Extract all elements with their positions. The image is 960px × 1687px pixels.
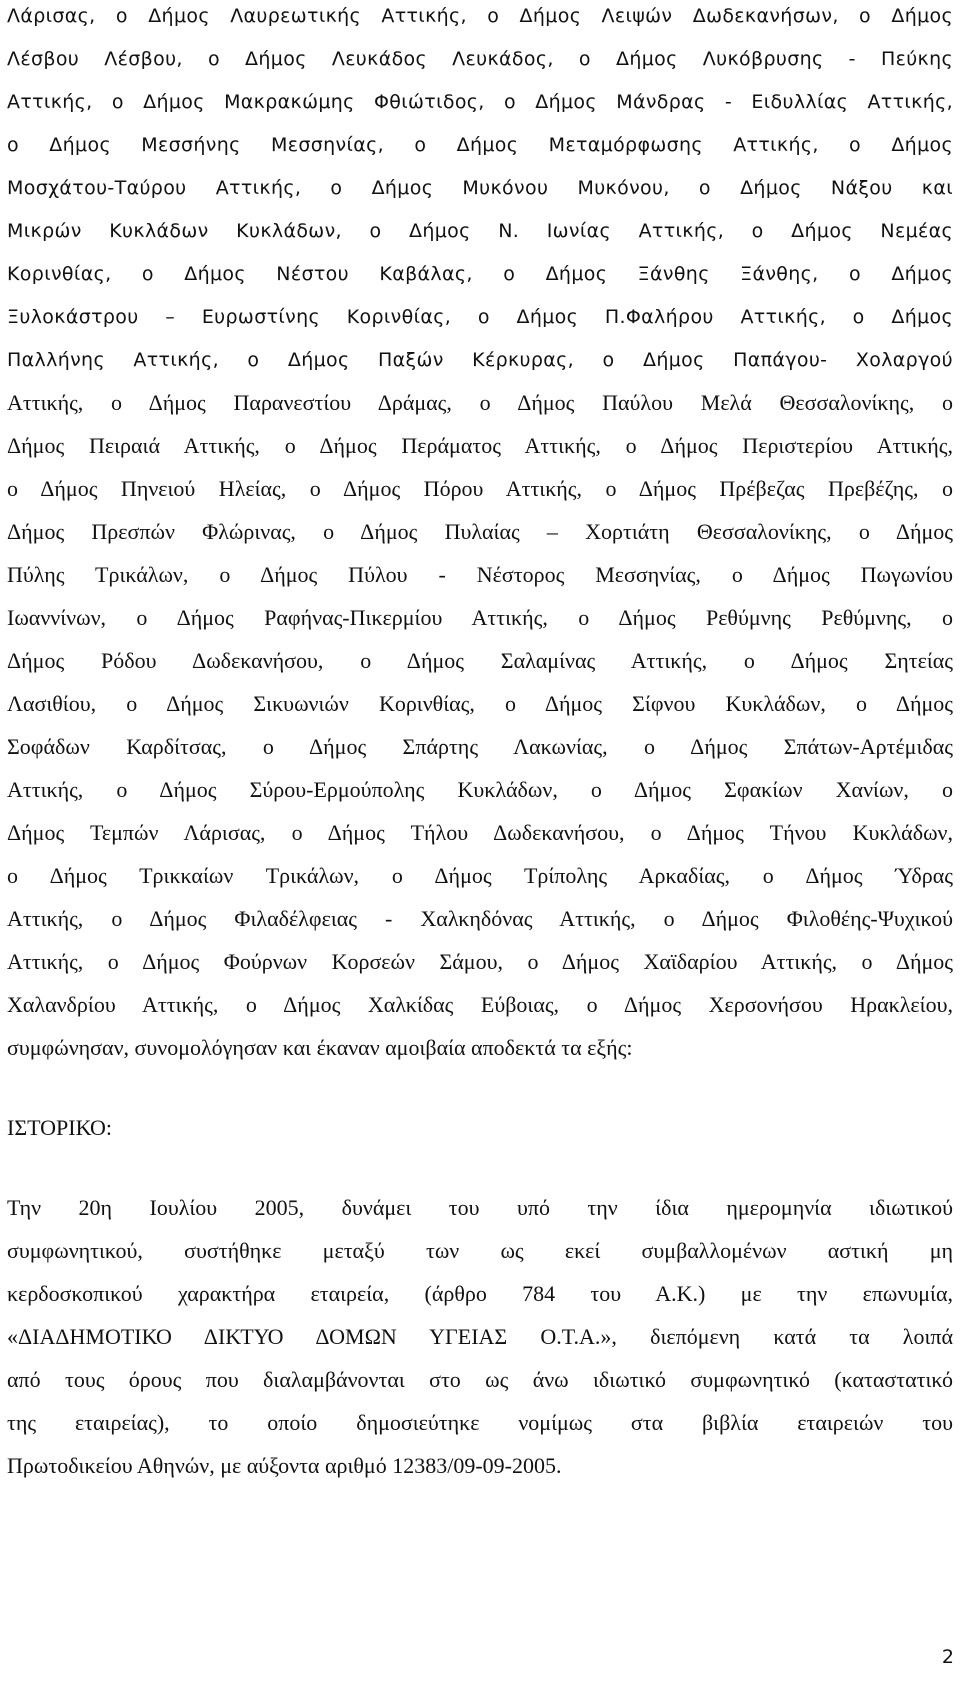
paragraph-line: Αττικής, ο Δήμος Μακρακώμης Φθιώτιδος, ο Δήμος Μάνδρας - Ειδυλλίας Αττικής, bbox=[7, 91, 953, 113]
paragraph-line: Σοφάδων Καρδίτσας, ο Δήμος Σπάρτης Λακωνίας, ο Δήμος Σπάτων-Αρτέμιδας bbox=[7, 734, 953, 759]
paragraph-line: Δήμος Ρόδου Δωδεκανήσου, ο Δήμος Σαλαμίνας Αττικής, ο Δήμος Σητείας bbox=[7, 648, 953, 673]
paragraph-line: Πύλης Τρικάλων, ο Δήμος Πύλου - Νέστορος Μεσσηνίας, ο Δήμος Πωγωνίου bbox=[7, 562, 953, 587]
section-heading: ΙΣΤΟΡΙΚΟ: bbox=[7, 1115, 112, 1140]
paragraph-line: Ιωαννίνων, ο Δήμος Ραφήνας-Πικερμίου Αττικής, ο Δήμος Ρεθύμνης Ρεθύμνης, ο bbox=[7, 605, 953, 630]
paragraph-line: Δήμος Πειραιά Αττικής, ο Δήμος Περάματος Αττικής, ο Δήμος Περιστερίου Αττικής, bbox=[7, 433, 953, 458]
paragraph-line: Αττικής, ο Δήμος Παρανεστίου Δράμας, ο Δήμος Παύλου Μελά Θεσσαλονίκης, ο bbox=[7, 390, 953, 415]
paragraph-line: Μικρών Κυκλάδων Κυκλάδων, ο Δήμος Ν. Ιωνίας Αττικής, ο Δήμος Νεμέας bbox=[7, 220, 953, 242]
history-line: της εταιρείας), το οποίο δημοσιεύτηκε νομίμως στα βιβλία εταιρειών του bbox=[7, 1410, 953, 1435]
paragraph-line: Ξυλοκάστρου – Ευρωστίνης Κορινθίας, ο Δήμος Π.Φαλήρου Αττικής, ο Δήμος bbox=[7, 306, 953, 328]
paragraph-line: Λάρισας, ο Δήμος Λαυρεωτικής Αττικής, ο Δήμος Λειψών Δωδεκανήσων, ο Δήμος bbox=[7, 5, 953, 27]
paragraph-line: Λέσβου Λέσβου, ο Δήμος Λευκάδος Λευκάδος, ο Δήμος Λυκόβρυσης - Πεύκης bbox=[7, 48, 953, 70]
paragraph-line: Μοσχάτου-Ταύρου Αττικής, ο Δήμος Μυκόνου Μυκόνου, ο Δήμος Νάξου και bbox=[7, 177, 953, 199]
history-line: Πρωτοδικείου Αθηνών, με αύξοντα αριθμό 12383/09-09-2005. bbox=[7, 1453, 562, 1478]
paragraph-line: ο Δήμος Πηνειού Ηλείας, ο Δήμος Πόρου Αττικής, ο Δήμος Πρέβεζας Πρεβέζης, ο bbox=[7, 476, 953, 501]
paragraph-line: ο Δήμος Τρικκαίων Τρικάλων, ο Δήμος Τρίπολης Αρκαδίας, ο Δήμος Ύδρας bbox=[7, 863, 953, 888]
history-line: συμφωνητικού, συστήθηκε μεταξύ των ως εκεί συμβαλλομένων αστική μη bbox=[7, 1238, 953, 1263]
paragraph-line: Αττικής, ο Δήμος Σύρου-Ερμούπολης Κυκλάδων, ο Δήμος Σφακίων Χανίων, ο bbox=[7, 777, 953, 802]
paragraph-line: Χαλανδρίου Αττικής, ο Δήμος Χαλκίδας Εύβοιας, ο Δήμος Χερσονήσου Ηρακλείου, bbox=[7, 992, 953, 1017]
paragraph-line: Παλλήνης Αττικής, ο Δήμος Παξών Κέρκυρας, ο Δήμος Παπάγου- Χολαργού bbox=[7, 349, 953, 371]
paragraph-line: Κορινθίας, ο Δήμος Νέστου Καβάλας, ο Δήμος Ξάνθης Ξάνθης, ο Δήμος bbox=[7, 263, 953, 285]
paragraph-line: Αττικής, ο Δήμος Φούρνων Κορσεών Σάμου, ο Δήμος Χαϊδαρίου Αττικής, ο Δήμος bbox=[7, 949, 953, 974]
paragraph-line: Δήμος Πρεσπών Φλώρινας, ο Δήμος Πυλαίας – Χορτιάτη Θεσσαλονίκης, ο Δήμος bbox=[7, 519, 953, 544]
paragraph-line: Αττικής, ο Δήμος Φιλαδέλφειας - Χαλκηδόνας Αττικής, ο Δήμος Φιλοθέης-Ψυχικού bbox=[7, 906, 953, 931]
history-line: κερδοσκοπικού χαρακτήρα εταιρεία, (άρθρο 784 του Α.Κ.) με την επωνυμία, bbox=[7, 1281, 953, 1306]
paragraph-line: συμφώνησαν, συνομολόγησαν και έκαναν αμοιβαία αποδεκτά τα εξής: bbox=[7, 1035, 633, 1060]
paragraph-line: Δήμος Τεμπών Λάρισας, ο Δήμος Τήλου Δωδεκανήσου, ο Δήμος Τήνου Κυκλάδων, bbox=[7, 820, 953, 845]
page-number: 2 bbox=[941, 1646, 954, 1668]
history-line: «ΔΙΑΔΗΜΟΤΙΚΟ ΔΙΚΤΥΟ ΔΟΜΩΝ ΥΓΕΙΑΣ Ο.Τ.Α.», διεπόμενη κατά τα λοιπά bbox=[7, 1324, 953, 1349]
history-line: από τους όρους που διαλαμβάνονται στο ως άνω ιδιωτικό συμφωνητικό (καταστατικό bbox=[7, 1367, 953, 1392]
paragraph-line: ο Δήμος Μεσσήνης Μεσσηνίας, ο Δήμος Μεταμόρφωσης Αττικής, ο Δήμος bbox=[7, 134, 953, 156]
paragraph-line: Λασιθίου, ο Δήμος Σικυωνιών Κορινθίας, ο Δήμος Σίφνου Κυκλάδων, ο Δήμος bbox=[7, 691, 953, 716]
history-line: Την 20η Ιουλίου 2005, δυνάμει του υπό την ίδια ημερομηνία ιδιωτικού bbox=[7, 1195, 953, 1220]
